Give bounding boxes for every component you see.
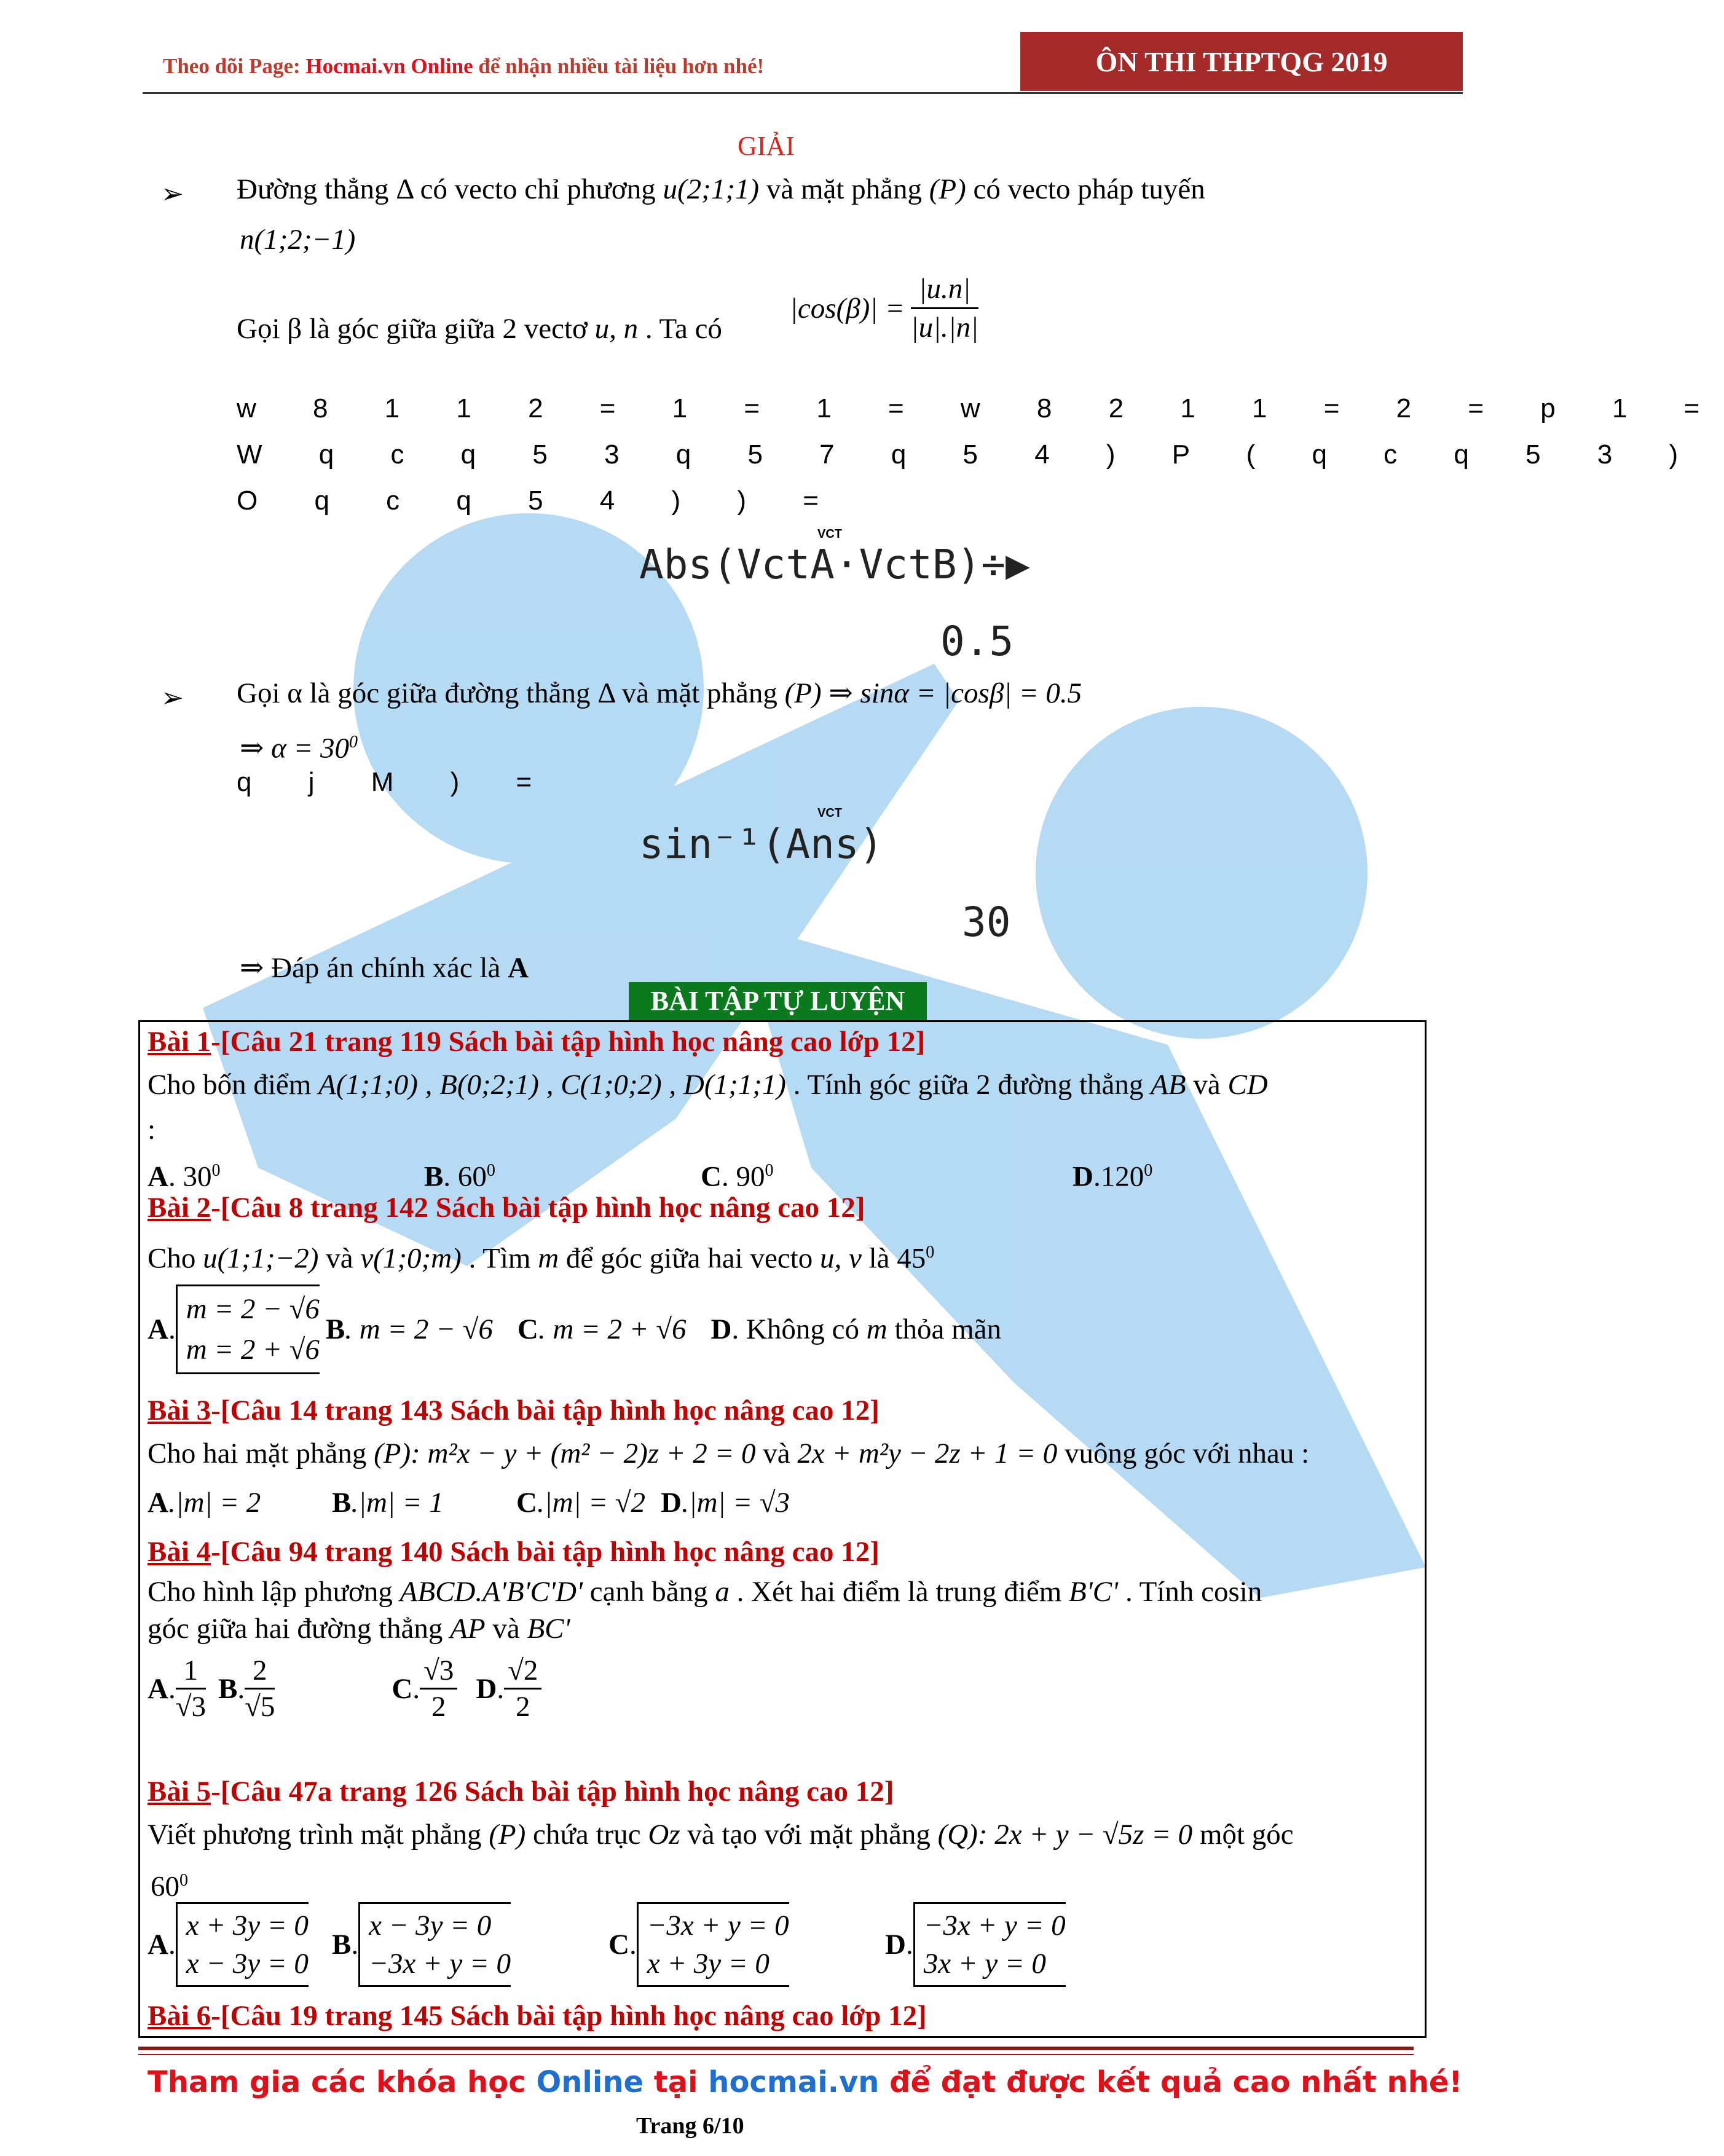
footer-rule	[138, 2047, 1414, 2050]
b1-question: Cho bốn điểm A(1;1;0) , B(0;2;1) , C(1;0;2) , D(1;1;1) . Tính góc giữa 2 đường thẳng AB và CD	[148, 1069, 1268, 1101]
solution-p2: Gọi β là góc giữa giữa 2 vectơ u, n . Ta có	[237, 313, 722, 345]
calc1-expression: Abs(VctA·VctB)÷▶	[639, 541, 1030, 588]
solution-p1-n: n(1;2;−1)	[240, 224, 356, 256]
bullet-icon: ➢	[161, 682, 184, 714]
b1-opt-b: B. $60^0$	[424, 1160, 495, 1193]
footer-promo: Tham gia các khóa học Online tại hocmai.vn để đạt được kết quả cao nhất nhé!	[148, 2065, 1463, 2099]
watermark-head-right	[1036, 707, 1368, 1039]
b5-angle: $60^0$	[151, 1870, 188, 1903]
calculator-keys-2: W q c q 5 3 q 5 7 q 5 4 ) P ( q c q 5 3 )	[237, 439, 1703, 470]
b2-question: Cho u(1;1;−2) và v(1;0;m) . Tìm m để góc giữa hai vecto u, v là $45^0$	[148, 1242, 935, 1275]
bullet-icon: ➢	[161, 178, 184, 210]
b3-opt-a: A.|m| = 2	[148, 1487, 261, 1519]
header-badge: ÔN THI THPTQG 2019	[1020, 32, 1463, 91]
b2-heading: Bài 2-[Câu 8 trang 142 Sách bài tập hình học nâng cao 12]	[148, 1192, 865, 1224]
b3-heading: Bài 3-[Câu 14 trang 143 Sách bài tập hình học nâng cao 12]	[148, 1395, 880, 1426]
header-rule	[143, 92, 1463, 94]
solution-p3: Gọi α là góc giữa đường thẳng Δ và mặt phẳng (P) ⇒ sinα = |cosβ| = 0.5	[237, 677, 1082, 709]
solution-title: GIẢI	[738, 131, 795, 161]
b6-heading: Bài 6-[Câu 19 trang 145 Sách bài tập hình học nâng cao lớp 12]	[148, 2000, 927, 2032]
b4-question: Cho hình lập phương ABCD.A'B'C'D' cạnh bằng a . Xét hai điểm là trung điểm B'C' . Tính cosin	[148, 1576, 1262, 1608]
b2-options: A . m = 2 − √6 m = 2 + √6 B . m = 2 − √6 C . m = 2 + √6 D . Không có m thỏa mãn	[148, 1285, 1001, 1374]
b1-opt-c: C. $90^0$	[701, 1160, 774, 1193]
solution-p4: ⇒ $\alpha = 30^0$	[240, 732, 358, 765]
footer-rule-thin	[138, 2054, 1414, 2055]
b4-options: A . $\frac{1}{√3}$ B . $\frac{2}{√5}$ C . $\frac{√3}{2}$ D . $\frac{√2}{2}$	[148, 1653, 541, 1724]
b3-question: Cho hai mặt phẳng (P): m²x − y + (m² − 2)z + 2 = 0 và 2x + m²y − 2z + 1 = 0 vuông góc với nhau :	[148, 1438, 1310, 1469]
calc1-tag: VCT	[817, 527, 842, 541]
practice-title: BÀI TẬP TỰ LUYỆN	[629, 982, 927, 1020]
b1-colon: :	[148, 1114, 156, 1146]
b5-options: A . x + 3y = 0 x − 3y = 0 B . x − 3y = 0 −3x + y = 0 C . −3x + y = 0 x + 3y = 0 D . −3x + y = 0 3x + y = 0	[148, 1902, 1414, 1994]
calc2-result: 30	[962, 899, 1011, 946]
b4-heading: Bài 4-[Câu 94 trang 140 Sách bài tập hình học nâng cao 12]	[148, 1536, 880, 1568]
b4-question-2: góc giữa hai đường thẳng AP và BC'	[148, 1613, 570, 1645]
b5-heading: Bài 5-[Câu 47a trang 126 Sách bài tập hình học nâng cao 12]	[148, 1776, 894, 1808]
calculator-keys-3: O q c q 5 4 ) ) =	[237, 486, 843, 516]
b3-opt-b: B.|m| = 1	[332, 1487, 444, 1519]
calc1-result: 0.5	[940, 618, 1014, 665]
b1-opt-d: D.120$^0$	[1073, 1160, 1153, 1193]
solution-answer: ⇒ Đáp án chính xác là A	[240, 952, 529, 984]
b3-opt-c: C.|m| = √2	[516, 1487, 645, 1519]
page-number: Trang 6/10	[636, 2113, 744, 2139]
calculator-keys-1: w 8 1 1 2 = 1 = 1 = w 8 2 1 1 = 2 = p 1 =	[237, 393, 1724, 423]
b3-opt-d: D.|m| = √3	[661, 1487, 790, 1519]
calculator-keys-4: q j M ) =	[237, 767, 557, 797]
header-note: Theo dõi Page: Hocmai.vn Online để nhận nhiều tài liệu hơn nhé!	[163, 54, 765, 78]
footer-site-link[interactable]: hocmai.vn	[708, 2065, 880, 2099]
header-link[interactable]: Hocmai.vn Online	[305, 54, 473, 78]
b5-question: Viết phương trình mặt phẳng (P) chứa trục Oz và tạo với mặt phẳng (Q): 2x + y − √5z = 0 một góc	[148, 1819, 1294, 1851]
footer-online-link[interactable]: Online	[536, 2065, 644, 2099]
solution-p1: Đường thẳng Δ có vecto chỉ phương u(2;1;1) và mặt phẳng (P) có vecto pháp tuyến	[237, 173, 1205, 205]
calc2-expression: sin⁻¹(Ans)	[639, 820, 884, 868]
solution-p2-formula: |cos(β)| = $\frac{|u.n|}{|u|.|n|}$	[790, 270, 978, 346]
b1-heading: Bài 1-[Câu 21 trang 119 Sách bài tập hình học nâng cao lớp 12]	[148, 1026, 926, 1058]
b1-opt-a: A. $30^0$	[148, 1160, 221, 1193]
calc2-tag: VCT	[817, 806, 842, 820]
practice-box	[138, 1020, 1427, 2038]
